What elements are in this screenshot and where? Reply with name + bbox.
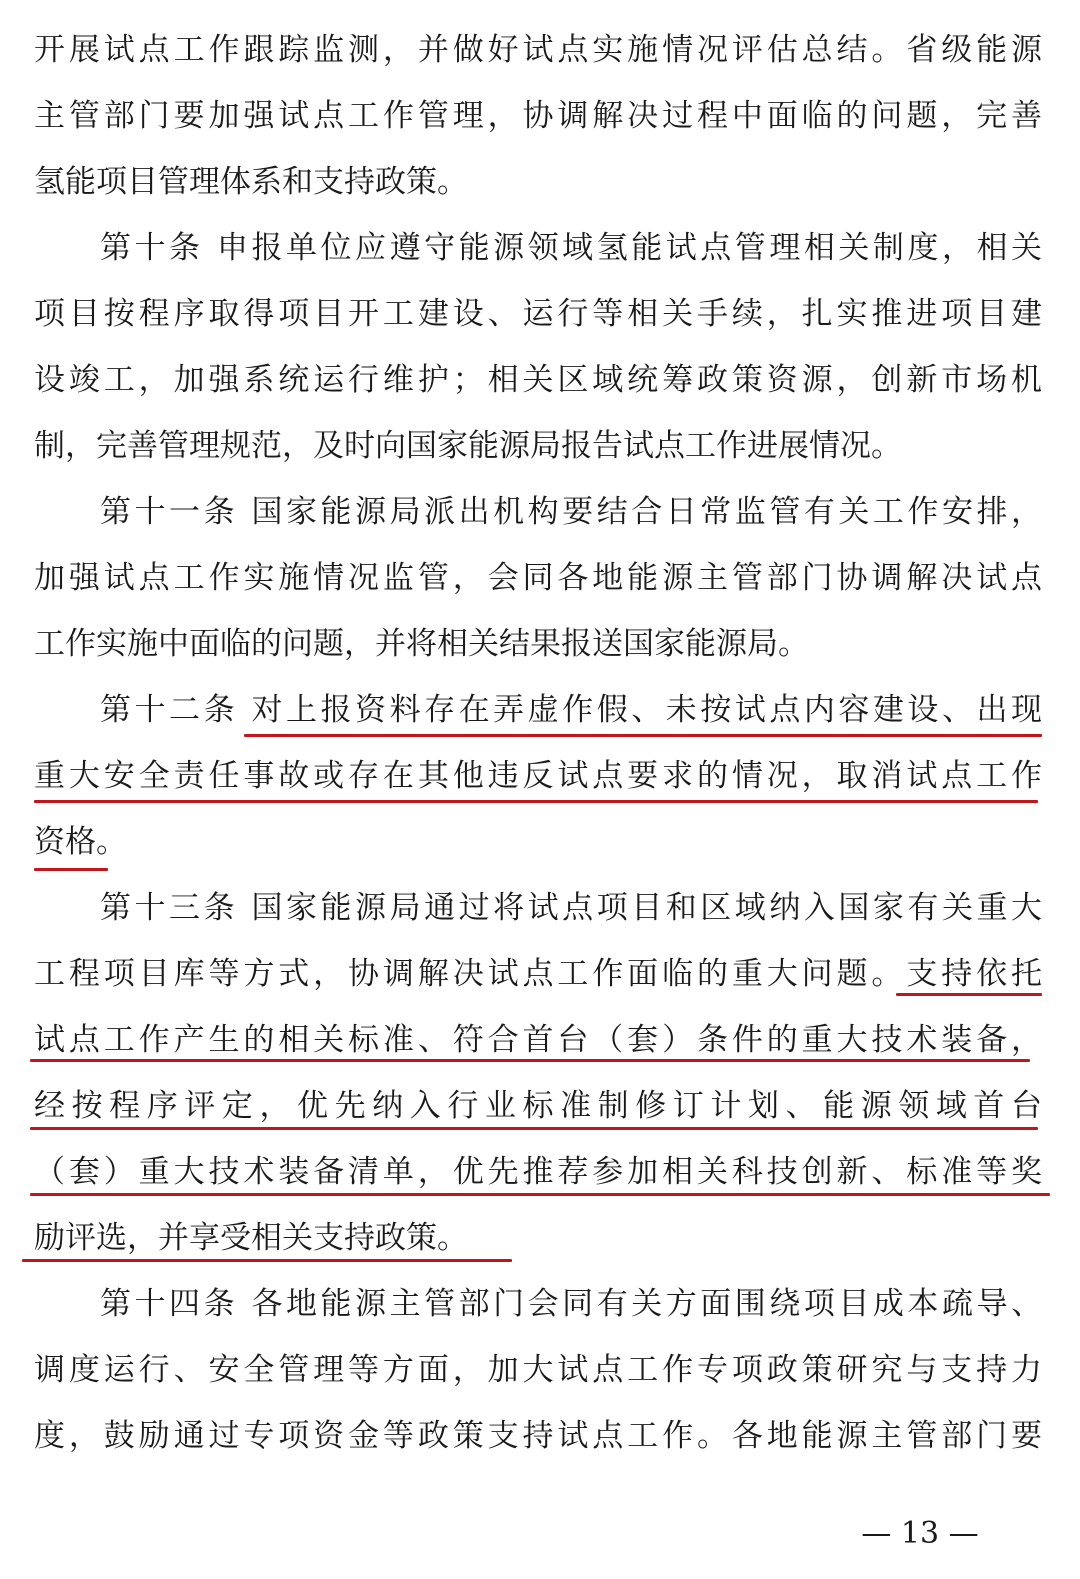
highlight-underline <box>34 800 1038 803</box>
text-line: 重大安全责任事故或存在其他违反试点要求的情况，取消试点工作 <box>34 758 1042 794</box>
text-line: 试点工作产生的相关标准、符合首台（套）条件的重大技术装备， <box>34 1022 1042 1058</box>
text-line: 项目按程序取得项目开工建设、运行等相关手续，扎实推进项目建 <box>34 296 1042 332</box>
text-line: （套）重大技术装备清单，优先推荐参加相关科技创新、标准等奖 <box>34 1154 1042 1190</box>
text-line: 度，鼓励通过专项资金等政策支持试点工作。各地能源主管部门要 <box>34 1418 1042 1454</box>
text-line: 主管部门要加强试点工作管理，协调解决过程中面临的问题，完善 <box>34 98 1042 134</box>
text-line: 加强试点工作实施情况监管，会同各地能源主管部门协调解决试点 <box>34 560 1042 596</box>
page-number: — 13 — <box>861 1516 979 1551</box>
highlight-underline <box>34 868 108 871</box>
highlight-underline <box>244 734 1042 737</box>
highlight-underline <box>30 1127 1038 1130</box>
text-line: 第十三条 国家能源局通过将试点项目和区域纳入国家有关重大 <box>100 890 1042 926</box>
text-line: 经按程序评定，优先纳入行业标准制修订计划、能源领域首台 <box>34 1088 1042 1124</box>
highlight-underline <box>30 1193 1050 1196</box>
text-line: 第十二条 对上报资料存在弄虚作假、未按试点内容建设、出现 <box>100 692 1042 728</box>
text-line: 工程项目库等方式，协调解决试点工作面临的重大问题。支持依托 <box>34 956 1042 992</box>
highlight-underline <box>22 1259 512 1262</box>
text-line: 开展试点工作跟踪监测，并做好试点实施情况评估总结。省级能源 <box>34 32 1042 68</box>
text-line: 励评选，并享受相关支持政策。 <box>34 1220 468 1256</box>
text-line: 资格。 <box>34 824 127 860</box>
text-line: 工作实施中面临的问题，并将相关结果报送国家能源局。 <box>34 626 809 662</box>
highlight-underline <box>30 1059 1030 1062</box>
text-line: 调度运行、安全管理等方面，加大试点工作专项政策研究与支持力 <box>34 1352 1042 1388</box>
text-line: 第十条 申报单位应遵守能源领域氢能试点管理相关制度，相关 <box>100 230 1042 266</box>
text-line: 制，完善管理规范，及时向国家能源局报告试点工作进展情况。 <box>34 428 902 464</box>
text-line: 氢能项目管理体系和支持政策。 <box>34 164 468 200</box>
highlight-underline <box>896 993 1042 996</box>
text-line: 设竣工，加强系统运行维护；相关区域统筹政策资源，创新市场机 <box>34 362 1042 398</box>
text-line: 第十一条 国家能源局派出机构要结合日常监管有关工作安排， <box>100 494 1042 530</box>
text-line: 第十四条 各地能源主管部门会同有关方面围绕项目成本疏导、 <box>100 1286 1042 1322</box>
